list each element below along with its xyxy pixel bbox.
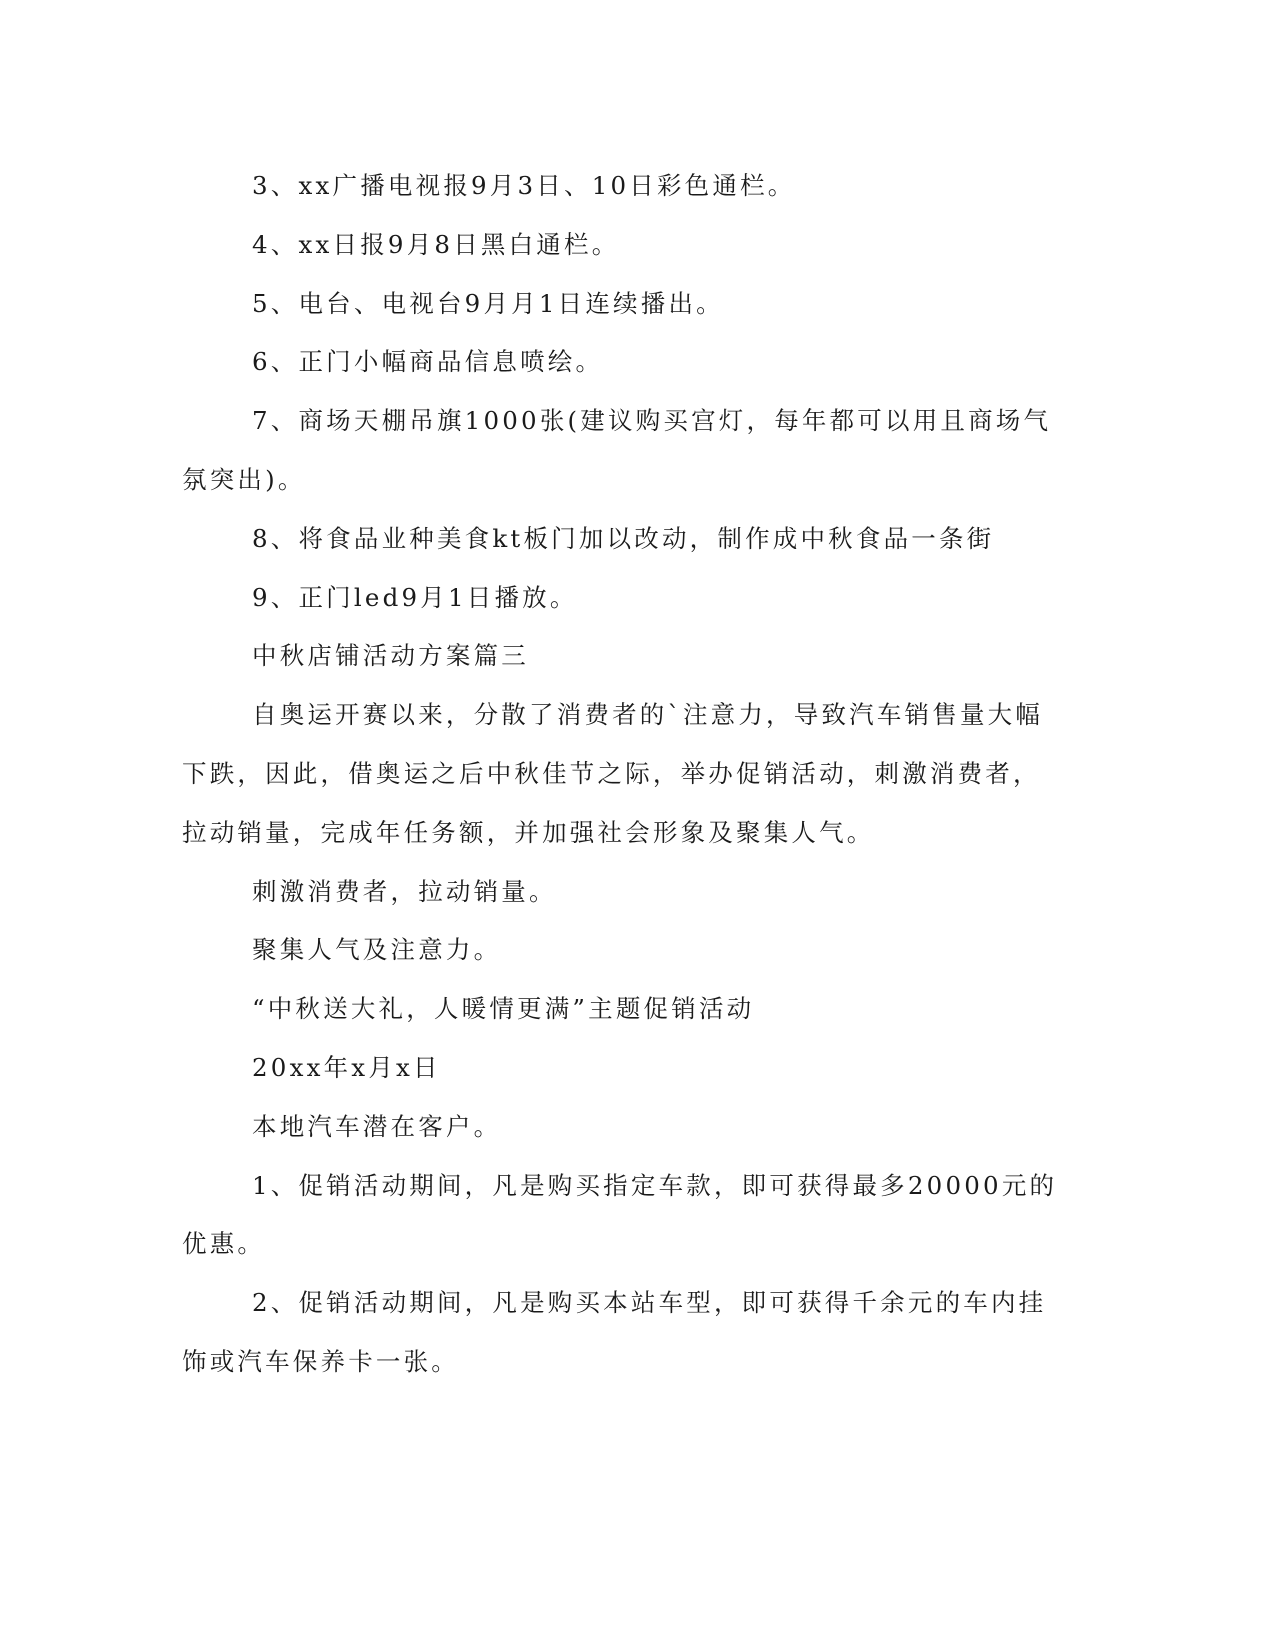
paragraph-promo-1: 1、促销活动期间，凡是购买指定车款，即可获得最多20000元的优惠。 <box>182 1170 1058 1259</box>
document-body <box>182 157 1062 1392</box>
paragraph-item-8: 8、将食品业种美食kt板门加以改动，制作成中秋食品一条街 <box>252 523 995 553</box>
paragraph-goal-2: 聚集人气及注意力。 <box>252 935 502 965</box>
paragraph-background: 自奥运开赛以来，分散了消费者的`注意力，导致汽车销售量大幅下跌，因此，借奥运之后中秋佳节之际，举办促销活动，刺激消费者，拉动销量，完成年任务额，并加强社会形象及聚集人气。 <box>182 700 1044 847</box>
paragraph-date: 20xx年x月x日 <box>252 1052 441 1082</box>
paragraph-audience: 本地汽车潜在客户。 <box>252 1111 502 1141</box>
paragraph-item-9: 9、正门led9月1日播放。 <box>252 582 578 612</box>
paragraph-item-3: 3、xx广播电视报9月3日、10日彩色通栏。 <box>252 171 796 200</box>
paragraph-goal-1: 刺激消费者，拉动销量。 <box>252 876 557 906</box>
paragraph-theme: “中秋送大礼，人暖情更满”主题促销活动 <box>252 994 755 1024</box>
paragraph-promo-2: 2、促销活动期间，凡是购买本站车型，即可获得千余元的车内挂饰或汽车保养卡一张。 <box>182 1288 1047 1376</box>
paragraph-item-7: 7、商场天棚吊旗1000张(建议购买宫灯，每年都可以用且商场气氛突出)。 <box>182 406 1052 494</box>
paragraph-item-5: 5、电台、电视台9月月1日连续播出。 <box>252 288 724 318</box>
section-heading: 中秋店铺活动方案篇三 <box>252 641 529 671</box>
paragraph-item-4: 4、xx日报9月8日黑白通栏。 <box>252 229 620 259</box>
paragraph-item-6: 6、正门小幅商品信息喷绘。 <box>252 347 604 377</box>
